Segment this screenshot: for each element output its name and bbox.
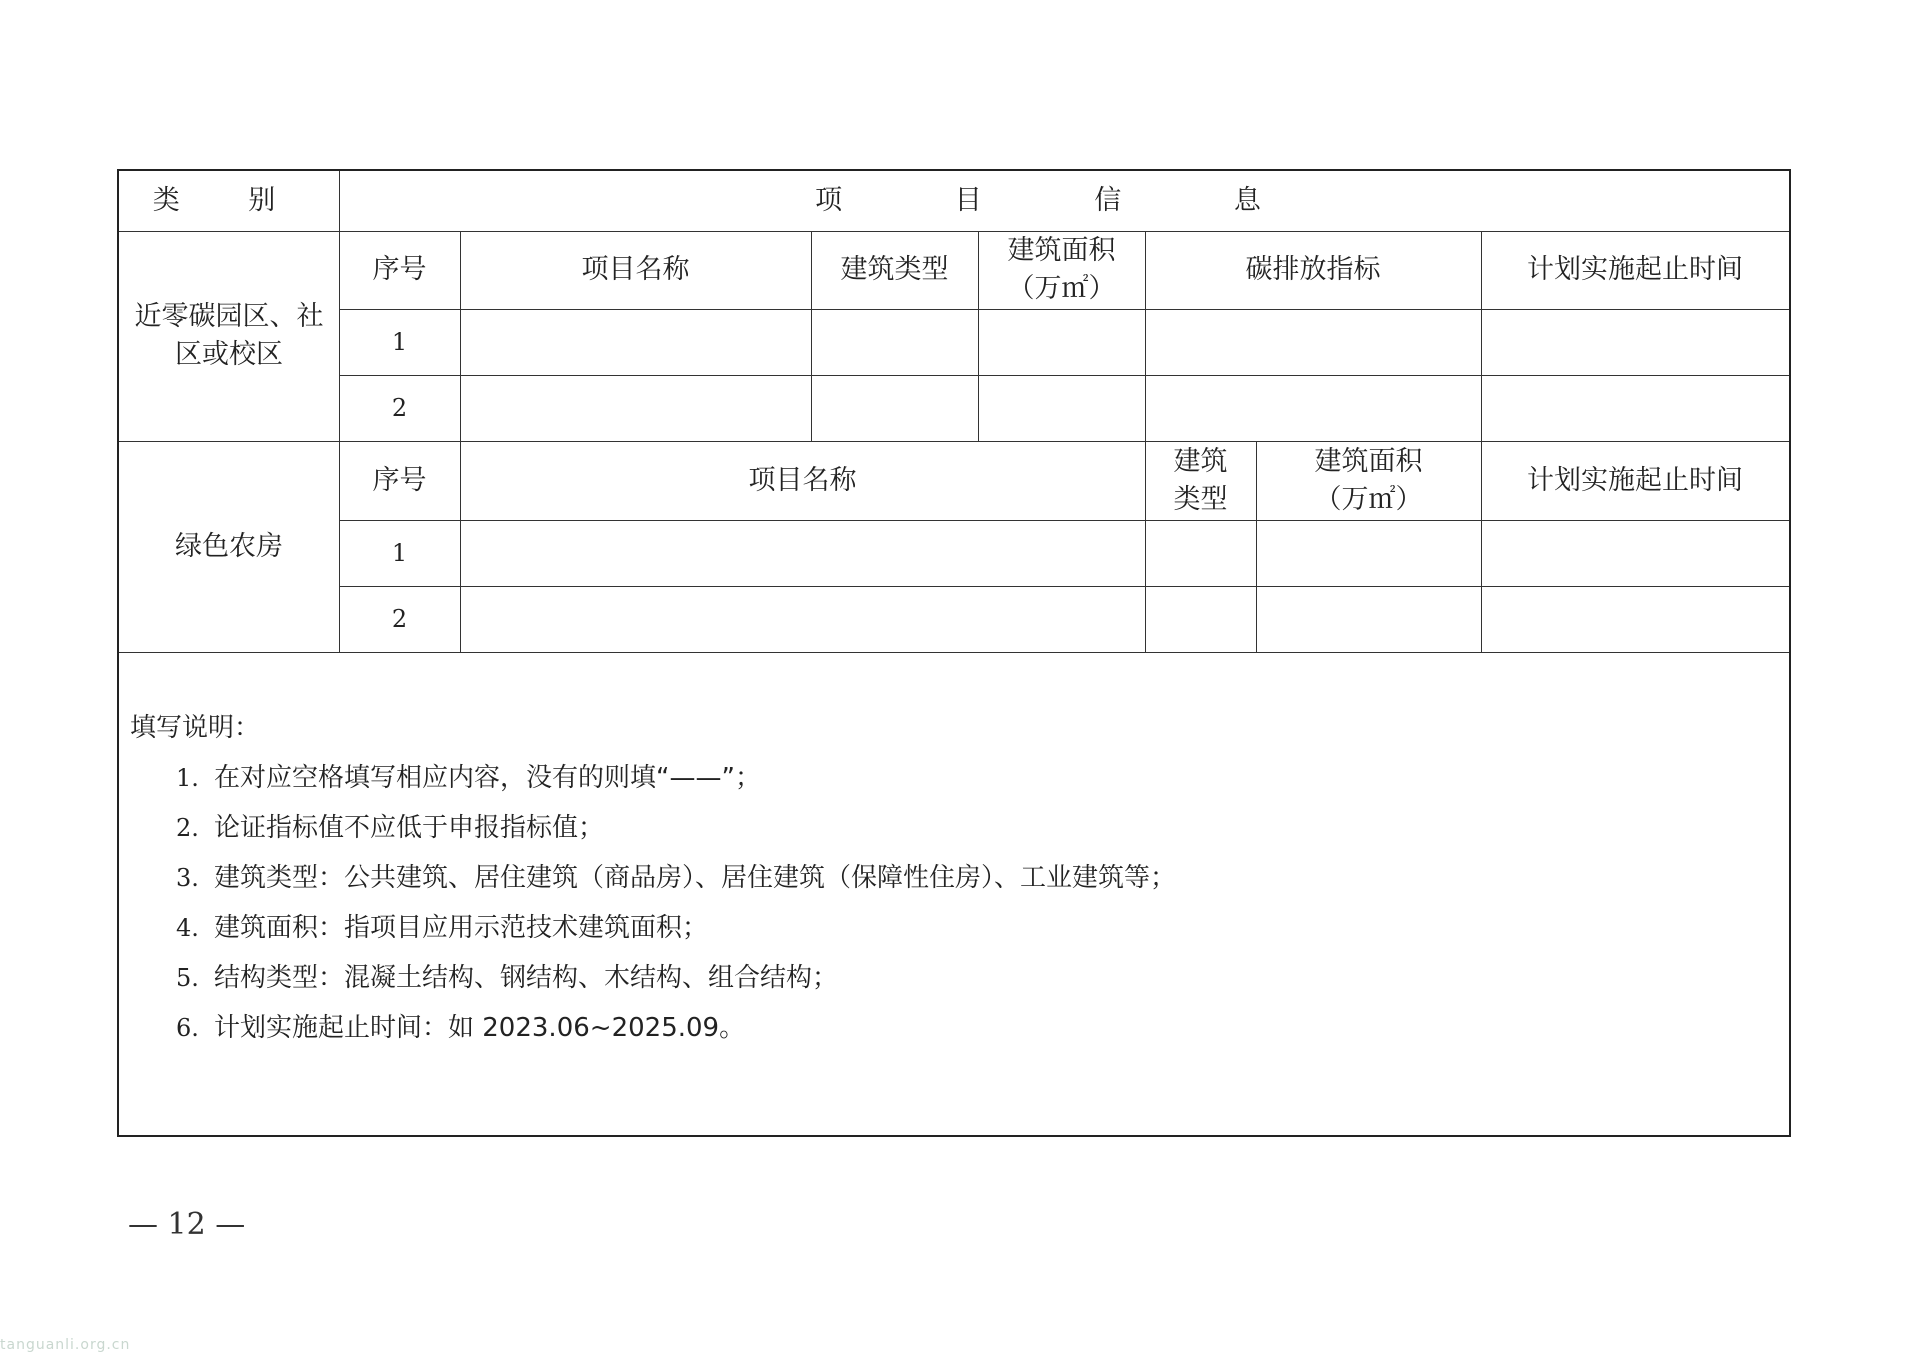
instruction-item: 5. 结构类型：混凝土结构、钢结构、木结构、组合结构； [176,963,839,993]
col-header-schedule: 计划实施起止时间 [1527,464,1743,496]
row-seq: 2 [391,394,408,422]
instruction-item: 4. 建筑面积：指项目应用示范技术建筑面积； [176,913,709,943]
col-header-building-area: 建筑面积 （万㎡） [1007,235,1116,304]
row-seq: 1 [391,539,408,567]
row-divider [119,652,1789,653]
row-seq: 1 [391,328,408,356]
instruction-item: 1. 在对应空格填写相应内容，没有的则填“——”； [176,763,761,793]
row-divider [339,520,1789,521]
col-header-project-name: 项目名称 [748,464,857,496]
instructions-title: 填写说明： [130,713,261,743]
col-header-seq: 序号 [372,254,427,285]
col-header-carbon-indicator: 碳排放指标 [1245,254,1381,285]
instruction-item: 2. 论证指标值不应低于申报指标值； [176,813,605,843]
watermark: tanguanli.org.cn [0,1337,131,1353]
instruction-item: 3. 建筑类型：公共建筑、居住建筑（商品房）、居住建筑（保障性住房）、工业建筑等； [176,863,1177,893]
row-divider [339,586,1789,587]
section2-category: 绿色农房 [175,530,283,562]
section1-category: 近零碳园区、社区或校区 [134,301,324,370]
page-number: — 12 — [128,1207,246,1242]
instruction-item: 6. 计划实施起止时间：如 2023.06~2025.09。 [176,1013,746,1043]
header-project-info: 项 目 信 息 [815,185,1313,216]
col-header-building-type: 建筑 类型 [1173,445,1228,515]
row-divider [339,375,1789,376]
col-header-project-name: 项目名称 [581,254,690,285]
col-header-building-area: 建筑面积 （万㎡） [1314,445,1423,515]
header-category: 类 别 [152,185,306,216]
col-header-seq: 序号 [372,464,427,496]
row-divider [339,309,1789,310]
col-header-building-type: 建筑类型 [840,254,949,285]
col-header-schedule: 计划实施起止时间 [1527,254,1743,285]
row-seq: 2 [391,605,408,633]
